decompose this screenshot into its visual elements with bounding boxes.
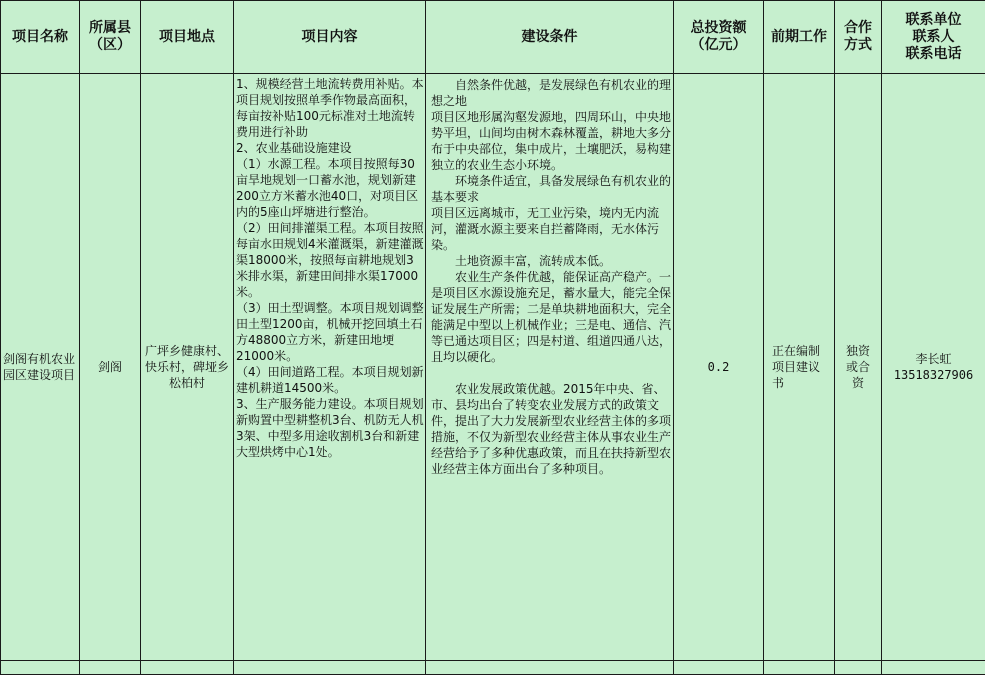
cell-contact [882,74,985,661]
cell-conditions [426,74,674,661]
header-contact: 联系单位 联系人 联系电话 [882,1,985,74]
content-paragraph: （4）田间道路工程。本项目规划新建机耕道14500米。 [236,364,424,396]
content-paragraph: （3）田土型调整。本项目规划调整田土型1200亩，机械开挖回填土石方48800立方米，新建田地埂21000米。 [236,300,424,364]
content-paragraph: 3、生产服务能力建设。本项目规划新购置中型耕整机3台、机防无人机3架、中型多用途收割机3台和新建大型烘烤中心1处。 [236,396,424,460]
header-preliminary: 前期工作 [764,1,835,74]
header-investment: 总投资额 （亿元） [674,1,764,74]
conditions-paragraph: 农业生产条件优越，能保证高产稳产。一是项目区水源设施充足，蓄水量大，能完全保证发展生产所需；二是单块耕地面积大，完全能满足中型以上机械作业；三是电、通信、汽等已通达项目区；四是村道、组道四通八达，且均以硬化。 [431,269,671,365]
conditions-paragraph: 项目区地形属沟壑发源地，四周环山，中央地势平坦，山间均由树木森林覆盖，耕地大多分布于中央部位，集中成片，土壤肥沃，易构建独立的农业生态小环境。 [431,109,671,173]
cell-location: 广坪乡健康村、快乐村，碑垭乡松柏村 [141,74,234,661]
header-project-name: 项目名称 [1,1,80,74]
header-cooperation: 合作 方式 [835,1,882,74]
header-location: 项目地点 [141,1,234,74]
content-paragraph: 1、规模经营土地流转费用补贴。本项目规划按照单季作物最高面积，每亩按补贴100元标准对土地流转费用进行补助 [236,76,424,140]
next-row-partial [1,661,985,675]
header-row [1,1,985,74]
content-paragraph: （1）水源工程。本项目按照每30亩旱地规划一口蓄水池，规划新建200立方米蓄水池40口，对项目区内的5座山坪塘进行整治。 [236,156,424,220]
conditions-paragraph: 环境条件适宜，具备发展绿色有机农业的基本要求 [431,173,671,205]
cell-content [234,74,426,661]
cell-project-name: 剑阁有机农业园区建设项目 [1,74,80,661]
contact-person: 李长虹 [882,351,985,367]
conditions-paragraph: 农业发展政策优越。2015年中央、省、市、县均出台了转变农业发展方式的政策文件，提出了大力发展新型农业经营主体的多项措施，不仅为新型农业经营主体从事农业生产经营给予了多种优惠政策，而且在扶持新型农业经营主体方面出台了多种项目。 [431,381,671,477]
table-row [1,74,985,661]
cell-county: 剑阁 [80,74,141,661]
header-content: 项目内容 [234,1,426,74]
conditions-paragraph: 自然条件优越，是发展绿色有机农业的理想之地 [431,77,671,109]
header-county: 所属县 （区） [80,1,141,74]
cell-preliminary: 正在编制项目建议书 [764,74,835,661]
content-paragraph: （2）田间排灌渠工程。本项目按照每亩水田规划4米灌溉渠，新建灌溉渠18000米，按照每亩耕地规划3米排水渠，新建田间排水渠17000米。 [236,220,424,300]
cell-investment: 0.2 [674,74,764,661]
header-conditions: 建设条件 [426,1,674,74]
conditions-paragraph: 土地资源丰富，流转成本低。 [431,253,671,269]
conditions-paragraph: 项目区远离城市，无工业污染，境内无内流河，灌溉水源主要来自拦蓄降雨，无水体污染。 [431,205,671,253]
contact-phone: 13518327906 [882,367,985,383]
cell-cooperation: 独资或合资 [835,74,882,661]
content-paragraph: 2、农业基础设施建设 [236,140,424,156]
